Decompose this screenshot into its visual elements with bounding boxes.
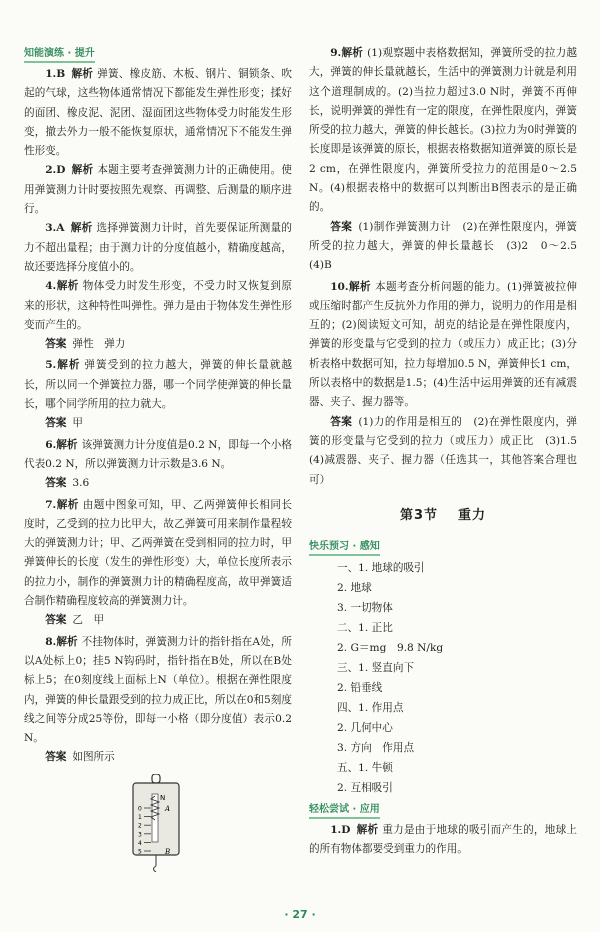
analysis-keyword: 解析 [356,824,379,837]
question-number: 8. [45,635,57,648]
scale-hook-top [152,774,160,783]
analysis-keyword: 解析 [71,164,94,177]
question-item [309,278,577,413]
scale-hook-bottom [154,866,157,872]
outline-item: 一、1. 地球的吸引 [337,562,425,575]
analysis-keyword: 解析 [56,498,79,511]
section-tag-apply: 轻松尝试 · 应用 [309,802,380,819]
answer-line [24,414,292,433]
mark-b-label: B [165,847,171,856]
answer-line [24,474,292,493]
answer-keyword: 答案 [330,415,353,428]
question-item [24,161,292,219]
question-item [24,633,292,749]
outline-item: 2. 地球 [337,582,372,595]
analysis-text: 物体受力时发生形变，不受力时又恢复到原来的形状，这种特性叫弹性。弹力是由于物体发生弹性形变而产生的。 [24,280,293,331]
mark-a-label: A [165,804,171,813]
outline-item: 3. 方向 作用点 [337,742,415,755]
analysis-keyword: 解析 [71,68,94,80]
scale-tick-label: 2 [138,822,142,830]
answer-line [24,611,292,630]
question-number: 1. [45,68,57,80]
unit-label: N [160,793,166,802]
answer-keyword: 答案 [45,614,67,627]
answer-text: 弹性 弹力 [72,338,126,351]
scale-tick-label: 1 [138,813,142,821]
outline-item: 三、1. 竖直向下 [337,662,415,675]
answer-keyword: 答案 [45,477,67,490]
scale-tick-label: 0 [138,805,142,813]
choice-answer: A [56,222,65,235]
outline-list [309,558,577,798]
choice-answer: D [341,824,351,837]
section-number: 第3节 [399,507,439,523]
question-item [24,219,292,277]
outline-item: 2. 几何中心 [337,722,393,735]
question-number: 2. [45,164,57,177]
answer-text: (1)力的作用是相互的 (2)在弹性限度内，弹簧的形变量与它受到的拉力（或压力）成正比 (3)1.5 (4)减震器、夹子、握力器（任选其一，其他答案合理也可） [309,415,588,486]
question-item [24,496,292,612]
answer-line [309,413,588,490]
answer-text: 乙 甲 [72,614,105,627]
answer-keyword: 答案 [45,338,67,351]
question-number: 6. [45,438,57,451]
scale-tick-label: 4 [138,839,142,847]
question-number: 3. [45,222,57,235]
answer-keyword: 答案 [45,417,67,430]
outline-item: 2. 互相吸引 [337,782,393,795]
page-number: · 27 · [284,908,316,921]
outline-item: 四、1. 作用点 [337,702,404,715]
analysis-text: 弹簧、橡皮筋、木板、钢片、铜锁条、吹起的气球，这些物体通常情况下都能发生弹性形变；揉好的面团、橡皮泥、泥团、湿面团这些物体受力时能发生形变，撤去外力一般不能恢复原状，通常情况下不能发生弹性形变。 [24,68,293,158]
question-item [24,436,292,475]
answer-line [24,748,292,767]
analysis-text: 不挂物体时，弹簧测力计的指针指在A处，所以A处标上0；挂5 N钩码时，指针指在B处，所以在B处标上5；在0刻度线上面标上N（单位）。根据在弹性限度内，弹簧的伸长量跟受到的拉力成正比，所以在0和5刻度线之间等分成25等份，即每一小格（即分度值）表示0.2 N。 [24,635,293,745]
scale-tick-label: 3 [138,830,142,838]
question-number: 4. [45,280,57,293]
question-item [24,277,292,335]
analysis-keyword: 解析 [56,280,79,293]
outline-item: 二、1. 正比 [337,622,393,635]
left-column [24,44,292,872]
section-tag-preview: 快乐预习 · 感知 [309,539,380,556]
spring-scale-figure [130,774,182,872]
analysis-text: 选择弹簧测力计时，首先要保证所测量的力不超出量程；由于测力计的分度值越小，精确度越高，故还要选择分度值小的。 [24,222,293,273]
section-tag-practice: 知能演练 · 提升 [24,46,95,63]
analysis-text: 该弹簧测力计分度值是0.2 N，即每一个小格代表0.2 N，所以弹簧测力计示数是3.6 N。 [24,438,292,470]
question-number: 1. [330,824,342,837]
outline-item: 2. 铅垂线 [337,682,383,695]
question-item [309,821,577,860]
answer-text: 如图所示 [72,751,115,764]
answer-line [309,218,588,276]
choice-answer: B [56,68,66,80]
analysis-text: 弹簧受到的拉力越大，弹簧的伸长量就越长，所以同一个弹簧拉力器，哪一个同学使弹簧的伸长量长，哪个同学所用的拉力就大。 [24,359,293,411]
section-heading [309,506,577,525]
analysis-keyword: 解析 [341,47,364,59]
last-item [309,821,577,860]
answer-line [24,335,292,354]
analysis-keyword: 解析 [56,359,81,372]
analysis-keyword: 解析 [70,222,93,235]
question-number: 9. [330,47,342,59]
analysis-text: 本题考查分析问题的能力。(1)弹簧被拉伸或压缩时都产生反抗外力作用的弹力，说明力的作用是相互的；(2)阅读短文可知，胡克的结论是在弹性限度内，弹簧的形变量与它受到的拉力（或压力）成正比；(3)分析表格中数据可知，拉力每增加0.5 N，弹簧伸长1 cm，所以表格中的数据是1.5；(4)生活中运用弹簧的还有减震器、夹子、握力器等。 [309,280,577,409]
analysis-keyword: 解析 [348,280,372,293]
question-number: 10. [330,280,349,293]
outline-item: 3. 一切物体 [337,602,393,615]
question-number: 5. [45,359,57,372]
question-number: 7. [45,498,57,511]
left-items [24,65,292,768]
outline-item: 2. G＝mg 9.8 N/kg [337,642,444,655]
question-item [24,356,292,414]
analysis-text: (1)观察题中表格数据知，弹簧所受的拉力越大，弹簧的伸长量就越长，生活中的弹簧测力计就是利用这个道理制成的。(2)当拉力超过3.0 N时，弹簧不再伸长，说明弹簧的弹性有一定的限度，在弹性限度内，弹簧所受的拉力越大，弹簧的伸长越长。(3)拉力为0时弹簧的长度即是该弹簧的原长，根据表格数据知道弹簧的原长是2 cm，在弹性限度内，弹簧所受拉力的范围是0～2.5 N。(4)根据表格中的数据可以判断出B图表示的是正确的。 [309,47,577,214]
answer-text: 甲 [72,417,83,430]
analysis-keyword: 解析 [56,438,78,451]
right-items [309,44,588,490]
question-item [24,65,292,161]
analysis-keyword: 解析 [56,635,78,648]
answer-keyword: 答案 [45,751,67,764]
section-title: 重力 [458,507,487,523]
outline-item: 五、1. 牛顿 [337,762,393,775]
right-column [309,44,588,860]
answer-text: (1)制作弹簧测力计 (2)在弹性限度内，弹簧所受的拉力越大，弹簧的伸长量越长 (3)2 0～2.5 (4)B [309,220,588,272]
analysis-text: 本题主要考查弹簧测力计的正确使用。使用弹簧测力计时要按照先观察、再调整、后测量的顺序进行。 [24,164,292,216]
choice-answer: D [56,164,66,177]
question-item [309,44,577,218]
scale-tick-label: 5 [138,848,142,856]
answer-keyword: 答案 [330,220,353,233]
answer-text: 3.6 [72,477,90,490]
analysis-text: 重力是由于地球的吸引而产生的，地球上的所有物体都要受到重力的作用。 [309,824,577,856]
analysis-text: 由题中图象可知，甲、乙两弹簧伸长相同长度时，乙受到的拉力比甲大，故乙弹簧可用来制作量程较大的弹簧测力计；甲、乙两弹簧在受到相同的拉力时，甲弹簧伸长的长度（发生的弹性形变）大，单位长度所表示的拉力小，制作的弹簧测力计的精确程度高，故甲弹簧适合制作精确程度较高的弹簧测力计。 [24,498,293,608]
